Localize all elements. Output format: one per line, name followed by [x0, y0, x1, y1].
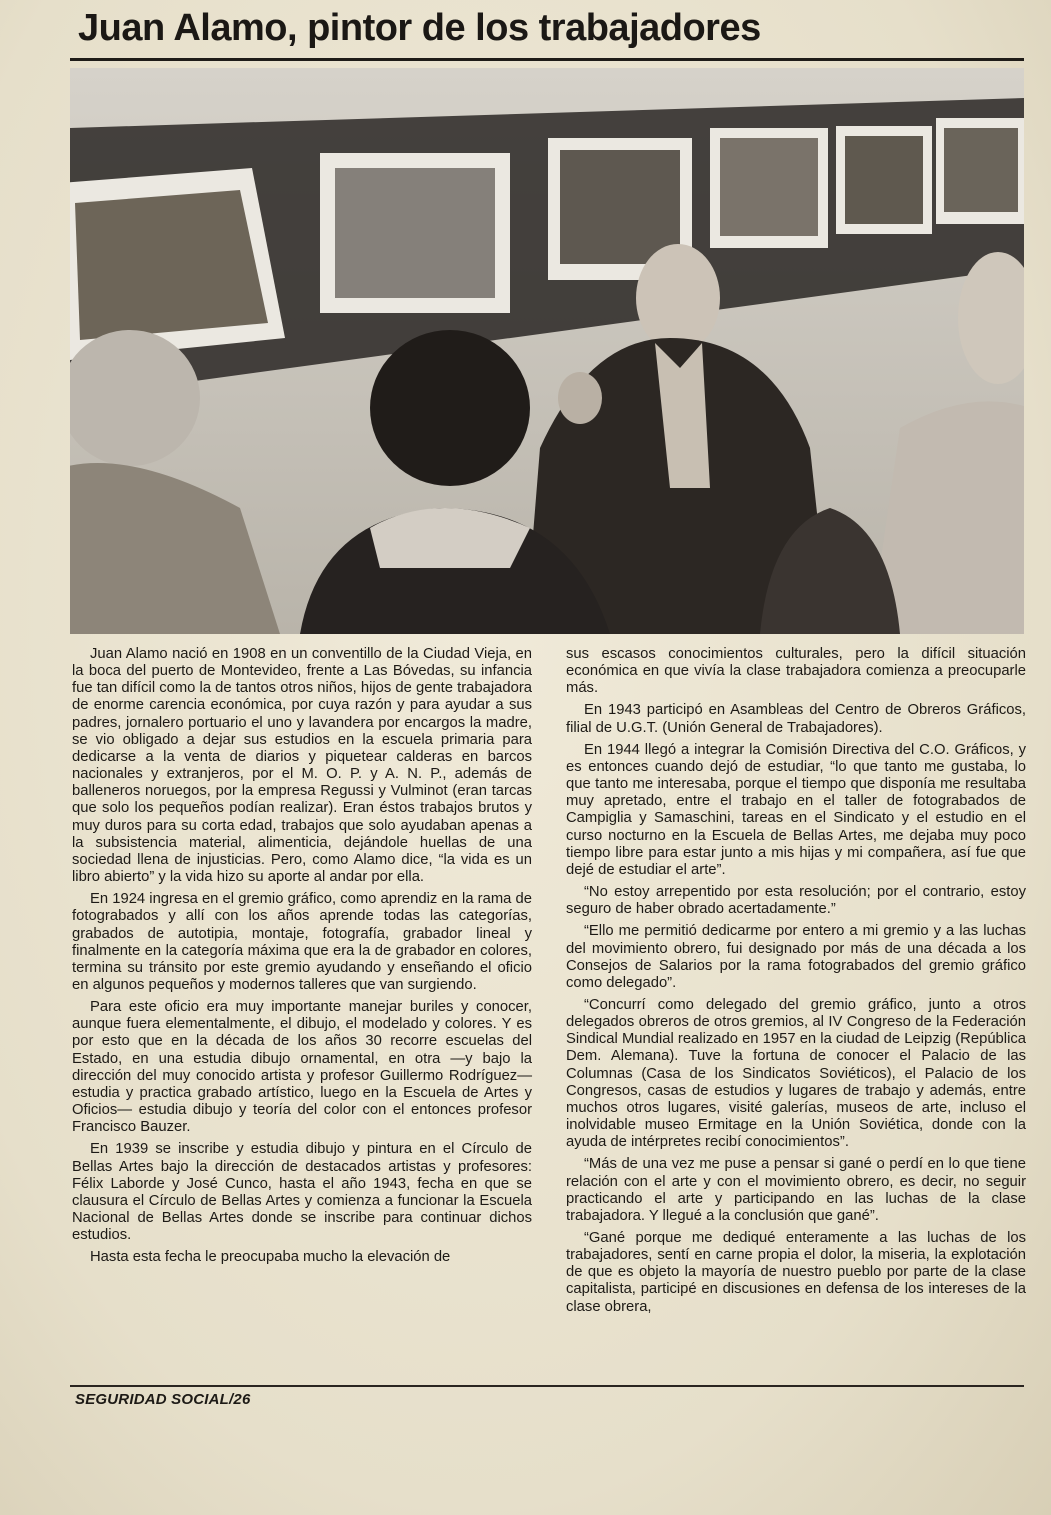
- painting-frame-4: [710, 128, 828, 248]
- paragraph: “Más de una vez me puse a pensar si gané o perdí en lo que tiene relación con el arte y con el movimiento obrero, es decir, no seguir practicando el arte y participando en las luchas de la clase trabajadora. Y llegué a la conclusión que gané”.: [566, 1156, 1026, 1224]
- paragraph: “No estoy arrepentido por esta resolución; por el contrario, estoy seguro de haber obrado acertadamente.”: [566, 884, 1026, 918]
- footer-rule: [70, 1385, 1024, 1387]
- paragraph: Para este oficio era muy importante manejar buriles y conocer, aunque fuera elementalmente, el dibujo, el modelado y colores. Y es por esto que en la década de los años 30 recorre escuelas del Estado, en una estudia dibujo ornamental, en otra —y bajo la dirección del muy conocido artista y profesor Guillermo Rodríguez— estudia y practica grabado artístico, luego en la Escuela de Artes y Oficios— estudia dibujo y teoría del color con el entonces profesor Francisco Bauzer.: [72, 999, 532, 1136]
- article-column-left: [72, 646, 532, 1271]
- page-footer: SEGURIDAD SOCIAL/26: [75, 1391, 251, 1408]
- painting-frame-1: [70, 168, 285, 360]
- paragraph: En 1944 llegó a integrar la Comisión Directiva del C.O. Gráficos, y es entonces cuando dejó de estudiar, “lo que tanto me gustaba, lo que tanto me interesaba, porque el tiempo que disponía me resultaba muy apretado, entre el trabajo en el taller de fotograbados de Campiglia y Samaschini, tareas en el Sindicato y el estudio en el curso nocturno en la Escuela de Bellas Artes, me dejaba muy poco tiempo libre para estar junto a mis hijas y mi compañera, así fue que dejé de estudiar el arte”.: [566, 741, 1026, 878]
- paragraph: Hasta esta fecha le preocupaba mucho la elevación de: [90, 1249, 451, 1266]
- paragraph: “Concurrí como delegado del gremio gráfico, junto a otros delegados obreros de otros gremios, al IV Congreso de la Federación Sindical Mundial realizado en 1957 en la ciudad de Leipzig (República Dem. Alemana). Tuve la fortuna de conocer el Palacio de las Columnas (Casa de los Sindicatos Soviéticos), el Palacio de los Congresos, casas de estudios y lugares de trabajo y además, entre muchos otros lugares, visité galerías, museos de arte, incluso el inolvidable museo Ermitage en la Unión Soviética, donde con la ayuda de intérpretes recibí conocimientos”.: [566, 996, 1026, 1151]
- paragraph: En 1924 ingresa en el gremio gráfico, como aprendiz en la rama de fotograbados y allí con los años aprende todas las categorías, grabados de autotipia, montaje, fotografía, grabador lineal y finalmente en la categoría máxima que era la de grabador en colores, termina su tránsito por este gremio ayudando y enseñando el oficio en algunos pequeños y modernos talleres que van surgiendo.: [72, 891, 532, 993]
- article-title: Juan Alamo, pintor de los trabajadores: [78, 7, 761, 49]
- paragraph: sus escasos conocimientos culturales, pero la difícil situación económica en que vivía la clase trabajadora comienza a preocuparle más.: [566, 646, 1026, 697]
- paragraph: “Gané porque me dediqué enteramente a las luchas de los trabajadores, sentí en carne propia el dolor, la miseria, la explotación de que es objeto la mayoría de nuestro pueblo por parte de la clase capitalista, participé en discusiones en defensa de los intereses de la clase obrera,: [566, 1230, 1026, 1315]
- title-rule: [70, 58, 1024, 61]
- exhibition-photo: [70, 68, 1024, 634]
- paragraph: En 1939 se inscribe y estudia dibujo y pintura en el Círculo de Bellas Artes bajo la dirección de destacados artistas y profesores: Félix Laborde y José Cunco, hasta el año 1943, fecha en que se clausura el Círculo de Bellas Artes y comienza a funcionar la Escuela Nacional de Bellas Artes donde se inscribe para continuar dichos estudios.: [72, 1141, 532, 1244]
- painting-frame-5: [836, 126, 932, 234]
- painting-frame-6: [936, 118, 1024, 224]
- paragraph: Juan Alamo nació en 1908 en un conventillo de la Ciudad Vieja, en la boca del puerto de Montevideo, frente a Las Bóvedas, su infancia fue tan difícil como la de tantos otros niños, hijos de gente trabajadora de enorme carencia económica, por cuya razón y para ayudar a sus padres, jornalero portuario el uno y lavandera por encargos la madre, se vio obligado a dejar sus estudios en la escuela primaria para dedicarse a la venta de diarios y piquetear calderas en barcos nacionales y extranjeros, por el M. O. P. y A. N. P., además de balleneros noruegos, por la empresa Regussi y Vulminot (eran tarcas que solo los pequeños podían realizar). Eran éstos trabajos brutos y muy duros para su corta edad, trabajos que solo ayudaban apenas a la subsistencia material, alimenticia, dejándole huellas de una sociedad llena de injusticias. Pero, como Alamo dice, “la vida es un libro abierto” y la vida hizo su aporte al andar por ella.: [72, 646, 532, 886]
- paragraph: En 1943 participó en Asambleas del Centro de Obreros Gráficos, filial de U.G.T. (Unión General de Trabajadores).: [566, 702, 1026, 736]
- paragraph: “Ello me permitió dedicarme por entero a mi gremio y a las luchas del movimiento obrero, fui designado por más de una década a los Consejos de Salarios por la rama fotograbados del gremio gráfico como delegado”.: [566, 923, 1026, 991]
- painting-frame-2: [320, 153, 510, 313]
- article-column-right: [566, 646, 1026, 1321]
